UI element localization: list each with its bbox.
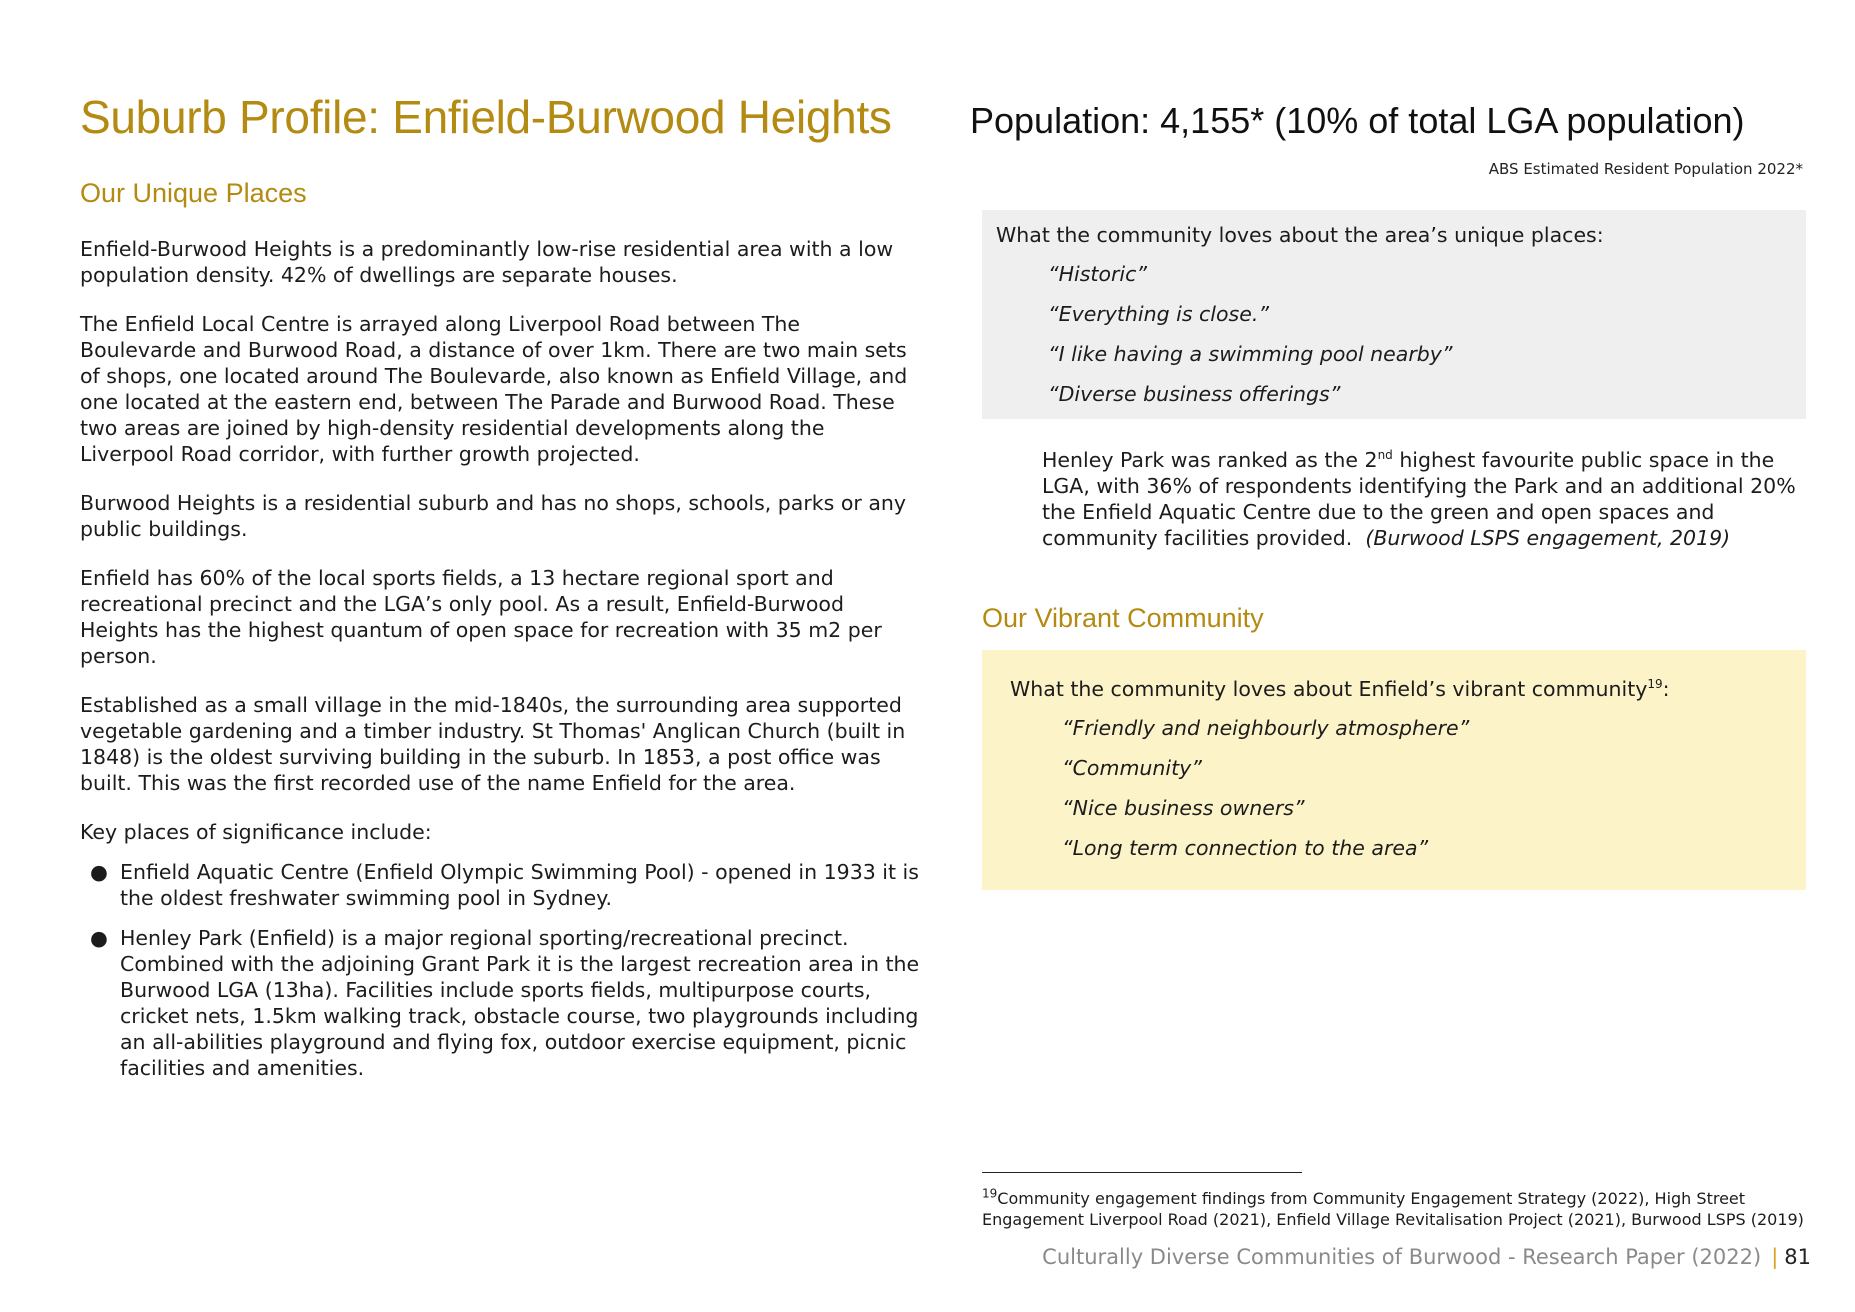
unique-places-heading: Our Unique Places [80, 178, 307, 208]
footnote-text: Community engagement findings from Community Engagement Strategy (2022), High Street Engagement Liverpool Road (2021), Enfield Village Revitalisation Project (2021), Burwood LSPS (2019) [982, 1189, 1804, 1229]
quote: “Historic” [1048, 262, 1148, 286]
bullet-icon: ● [90, 926, 108, 950]
paragraph: Enfield-Burwood Heights is a predominantly low-rise residential area with a low population density. 42% of dwellings are separate houses. [80, 237, 894, 287]
quote: “Everything is close.” [1048, 302, 1269, 326]
list-item [80, 925, 920, 1081]
page-footer [1042, 1245, 1811, 1269]
left-column [80, 236, 920, 1095]
quote: “Friendly and neighbourly atmosphere” [1062, 716, 1470, 740]
footer-separator: | [1771, 1245, 1779, 1269]
quote: “Long term connection to the area” [1062, 836, 1429, 860]
significance-list [80, 859, 920, 1081]
list-item-text: Enfield Aquatic Centre (Enfield Olympic Swimming Pool) - opened in 1933 it is the oldest freshwater swimming pool in Sydney. [120, 860, 919, 910]
page-title: Suburb Profile: Enfield-Burwood Heights [80, 91, 892, 143]
footnote [982, 1188, 1812, 1230]
lead-text: What the community loves about Enfield’s vibrant community [1010, 677, 1648, 701]
footer-title: Culturally Diverse Communities of Burwood - Research Paper (2022) [1042, 1245, 1762, 1269]
list-item [80, 859, 920, 911]
population-source: ABS Estimated Resident Population 2022* [1488, 160, 1803, 178]
vibrant-community-quote-box [982, 650, 1806, 890]
paragraph: Key places of significance include: [80, 820, 432, 844]
vibrant-community-heading: Our Vibrant Community [982, 603, 1264, 633]
quote: “Diverse business offerings” [1048, 382, 1341, 406]
quote-box-lead: What the community loves about the area’s unique places: [996, 223, 1604, 247]
footnote-divider [982, 1172, 1302, 1173]
citation: (Burwood LSPS engagement, 2019) [1365, 526, 1731, 550]
population-heading: Population: 4,155* (10% of total LGA population) [970, 100, 1745, 141]
ordinal-superscript: nd [1377, 448, 1393, 463]
list-item-text: Henley Park (Enfield) is a major regional sporting/recreational precinct. Combined with the adjoining Grant Park it is the largest recreation area in the Burwood LGA (13ha). Facilities include sports fields, multipurpose courts, cricket nets, 1.5km walking track, obstacle course, two playgrounds including an all-abilities playground and flying fox, outdoor exercise equipment, picnic facilities and amenities. [120, 926, 920, 1080]
quote-box-lead [1010, 676, 1778, 702]
lead-end: : [1662, 677, 1670, 701]
footnote-ref: 19 [1647, 677, 1663, 692]
quote: “Nice business owners” [1062, 796, 1305, 820]
footnote-number: 19 [982, 1186, 998, 1201]
paragraph: Burwood Heights is a residential suburb and has no shops, schools, parks or any public buildings. [80, 491, 907, 541]
page-number: 81 [1784, 1245, 1811, 1269]
henley-text: highest favourite public space in the LGA, with 36% of respondents identifying the Park and an additional 20% the Enfield Aquatic Centre due to the green and open spaces and community facilities provided. [1042, 448, 1796, 550]
paragraph: Established as a small village in the mid-1840s, the surrounding area supported vegetable gardening and a timber industry. St Thomas' Anglican Church (built in 1848) is the oldest surviving building in the suburb. In 1853, a post office was built. This was the first recorded use of the name Enfield for the area. [80, 693, 906, 795]
henley-park-paragraph [1042, 447, 1812, 551]
bullet-icon: ● [90, 860, 108, 884]
paragraph: The Enfield Local Centre is arrayed along Liverpool Road between The Boulevarde and Burwood Road, a distance of over 1km. There are two main sets of shops, one located around The Boulevarde, also known as Enfield Village, and one located at the eastern end, between The Parade and Burwood Road. These two areas are joined by high-density residential developments along the Liverpool Road corridor, with further growth projected. [80, 312, 908, 466]
paragraph: Enfield has 60% of the local sports fields, a 13 hectare regional sport and recreational precinct and the LGA’s only pool. As a result, Enfield-Burwood Heights has the highest quantum of open space for recreation with 35 m2 per person. [80, 566, 882, 668]
quote: “I like having a swimming pool nearby” [1048, 342, 1453, 366]
unique-places-quote-box [982, 210, 1806, 419]
henley-text: Henley Park was ranked as the 2 [1042, 448, 1378, 472]
quote: “Community” [1062, 756, 1202, 780]
